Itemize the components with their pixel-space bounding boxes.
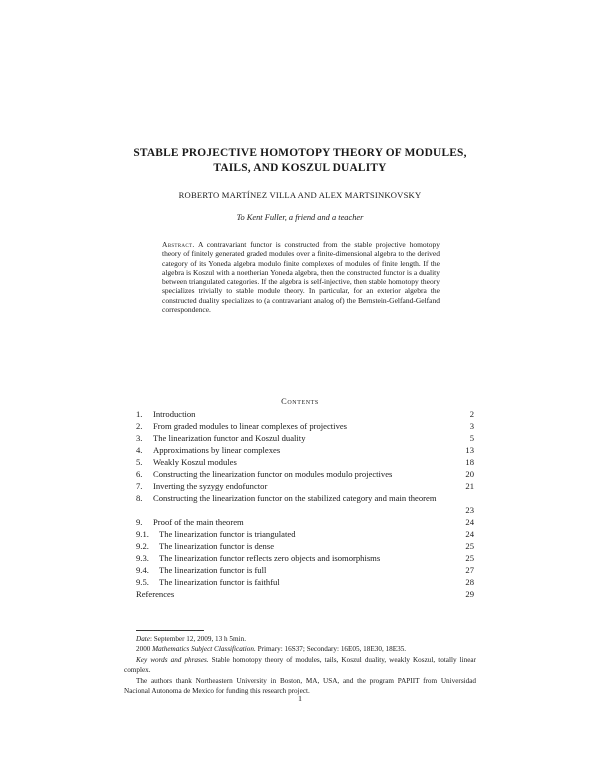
toc-entry-9-4[interactable] bbox=[136, 564, 474, 576]
toc-number: 2. bbox=[136, 421, 143, 431]
toc-entry-3[interactable] bbox=[136, 432, 474, 444]
toc-entry-6[interactable] bbox=[136, 468, 474, 480]
toc-number: 9.1. bbox=[136, 529, 149, 539]
abstract-text: A contravariant functor is constructed from the stable projective homotopy theory of finitely generated graded modules over a finite-dimensional algebra to the derived category of its Yoneda algebra modulo finite complexes of modules of finite length. If the algebra is Koszul with a noetherian Yoneda algebra, then the constructed functor is a duality between triangulated categories. If the algebra is self-injective, then stable homotopy theory specializes trivially to stable module theory. In particular, for an exterior algebra the constructed duality specializes to (a contravariant analog of) the Bernstein-Gelfand-Gelfand correspondence. bbox=[162, 240, 440, 315]
date-label: Date bbox=[136, 635, 150, 643]
keywords-value: Stable homotopy theory of modules, tails, Koszul duality, weakly Koszul, totally linear complex. bbox=[124, 655, 476, 675]
toc-page: 25 bbox=[465, 553, 474, 563]
toc-number: 5. bbox=[136, 457, 143, 467]
authors: ROBERTO MARTÍNEZ VILLA AND ALEX MARTSINKOVSKY bbox=[178, 190, 422, 200]
toc-page: 29 bbox=[465, 589, 474, 599]
footnote-keywords bbox=[124, 655, 476, 676]
toc-page: 13 bbox=[465, 445, 474, 455]
toc-entry-4[interactable] bbox=[136, 444, 474, 456]
toc-page: 24 bbox=[465, 529, 474, 539]
toc-number: 4. bbox=[136, 445, 143, 455]
toc-entry-1[interactable] bbox=[136, 408, 474, 420]
toc-title: Approximations by linear complexes bbox=[153, 445, 281, 455]
msc-value: Primary: 16S37; Secondary: 16E05, 18E30, 18E35. bbox=[255, 645, 407, 654]
toc-entry-references[interactable] bbox=[136, 588, 474, 600]
toc-number: 1. bbox=[136, 409, 143, 419]
toc-title: Inverting the syzygy endofunctor bbox=[153, 481, 268, 491]
keywords-label: Key words and phrases. bbox=[136, 655, 209, 664]
toc-title: Constructing the linearization functor on modules modulo projectives bbox=[153, 469, 393, 479]
footnote-thanks: The authors thank Northeastern University in Boston, MA, USA, and the program PAPIIT from Universidad Nacional Autonoma de Mexico for funding this research project. bbox=[124, 676, 476, 696]
toc-title: The linearization functor is faithful bbox=[159, 577, 280, 587]
dedication-rest: , a friend and a teacher bbox=[284, 213, 364, 222]
paper-title bbox=[90, 146, 510, 176]
toc-page: 28 bbox=[465, 577, 474, 587]
abstract bbox=[162, 240, 440, 314]
toc-number: 7. bbox=[136, 481, 143, 491]
toc-title: The linearization functor is triangulated bbox=[159, 529, 296, 539]
dedication bbox=[90, 213, 510, 222]
toc-title: Proof of the main theorem bbox=[153, 517, 244, 527]
footnote-date bbox=[124, 634, 476, 644]
toc-number: 9.2. bbox=[136, 541, 149, 551]
toc-entry-9-1[interactable] bbox=[136, 528, 474, 540]
toc-number: 8. bbox=[136, 493, 143, 503]
footnotes bbox=[124, 634, 476, 696]
page-number: 1 bbox=[298, 694, 302, 703]
toc-entry-9-3[interactable] bbox=[136, 552, 474, 564]
title-line-1: STABLE PROJECTIVE HOMOTOPY THEORY OF MODULES, bbox=[133, 147, 467, 159]
toc-title: The linearization functor reflects zero objects and isomorphisms bbox=[159, 553, 381, 563]
toc-page: 3 bbox=[469, 421, 474, 431]
toc-entry-9-5[interactable] bbox=[136, 576, 474, 588]
abstract-label: Abstract. bbox=[162, 240, 195, 249]
dedication-name: To Kent Fuller bbox=[236, 213, 285, 222]
title-line-2: TAILS, AND KOSZUL DUALITY bbox=[213, 162, 387, 174]
toc-number: 9. bbox=[136, 517, 143, 527]
toc-title: From graded modules to linear complexes of projectives bbox=[153, 421, 348, 431]
toc-title: Constructing the linearization functor on the stabilized category and main theorem bbox=[153, 493, 437, 503]
toc-page: 25 bbox=[465, 541, 474, 551]
toc-title: References bbox=[136, 589, 175, 599]
toc-page: 23 bbox=[465, 505, 474, 515]
toc-title: The linearization functor is dense bbox=[159, 541, 275, 551]
toc-entry-7[interactable] bbox=[136, 480, 474, 492]
toc-page: 20 bbox=[465, 469, 474, 479]
toc-page: 27 bbox=[465, 565, 474, 575]
toc-title: Introduction bbox=[153, 409, 196, 419]
toc-title: The linearization functor is full bbox=[159, 565, 267, 575]
toc-number: 9.3. bbox=[136, 553, 149, 563]
toc-page: 5 bbox=[469, 433, 474, 443]
msc-prefix: 2000 bbox=[136, 645, 153, 654]
date-value: : September 12, 2009, 13 h 5min. bbox=[149, 635, 247, 643]
toc-number: 9.5. bbox=[136, 577, 149, 587]
msc-label: Mathematics Subject Classification. bbox=[152, 645, 256, 654]
footnote-msc bbox=[124, 644, 476, 654]
toc-title: The linearization functor and Koszul duality bbox=[153, 433, 306, 443]
toc-number: 6. bbox=[136, 469, 143, 479]
toc-page: 2 bbox=[469, 409, 474, 419]
toc-page: 18 bbox=[465, 457, 474, 467]
toc-entry-9-2[interactable] bbox=[136, 540, 474, 552]
toc-number: 3. bbox=[136, 433, 143, 443]
toc-page: 21 bbox=[465, 481, 474, 491]
toc-title: Weakly Koszul modules bbox=[153, 457, 237, 467]
toc-number: 9.4. bbox=[136, 565, 149, 575]
table-of-contents bbox=[136, 408, 474, 600]
contents-heading: Contents bbox=[281, 397, 319, 406]
toc-page: 24 bbox=[465, 517, 474, 527]
footnote-rule bbox=[136, 630, 204, 631]
toc-entry-8[interactable] bbox=[136, 492, 474, 516]
toc-entry-2[interactable] bbox=[136, 420, 474, 432]
toc-entry-5[interactable] bbox=[136, 456, 474, 468]
toc-entry-9[interactable] bbox=[136, 516, 474, 528]
